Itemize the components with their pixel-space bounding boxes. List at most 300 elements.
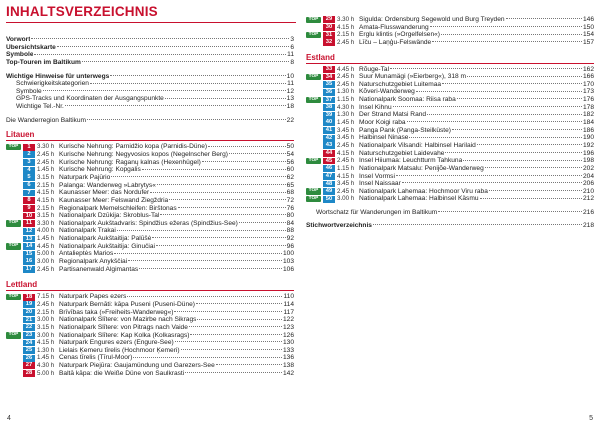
tour-number-badge: 5 (23, 174, 35, 181)
toc-entry-title: Symbole (6, 51, 34, 59)
tour-number-badge: 7 (23, 190, 35, 197)
tour-entry[interactable] (6, 293, 294, 301)
dot-leader (31, 38, 289, 39)
tour-entry[interactable] (306, 66, 594, 74)
dot-leader (185, 372, 282, 373)
tour-duration: 2.15 h (37, 181, 55, 189)
tour-duration: 1.45 h (37, 166, 55, 174)
tour-title: Insel Kihnu (359, 103, 392, 111)
tour-number-badge: 31 (323, 32, 335, 39)
tour-entry[interactable] (6, 258, 294, 266)
toc-entry-page: 13 (286, 95, 294, 103)
top-badge-placeholder (6, 175, 21, 181)
toc-entry-page: 11 (287, 51, 294, 59)
tour-title: Kurische Nehrung: Negyvosios kopos (Negelnscher Berg) (59, 151, 228, 159)
tour-title: Der Strand Matsi Rand (359, 111, 427, 119)
dot-leader (152, 237, 285, 238)
toc-entry-page: 18 (286, 103, 294, 111)
top-tour-badge: TOP (306, 32, 321, 38)
tour-duration: 7.15 h (37, 293, 55, 301)
dot-leader (43, 90, 286, 91)
tour-entry[interactable] (6, 166, 294, 174)
tour-number-badge: 13 (23, 236, 35, 243)
tour-entry[interactable] (6, 301, 294, 309)
tour-entry[interactable] (306, 127, 594, 135)
tour-entry[interactable] (306, 73, 594, 81)
tour-number-badge: 46 (323, 165, 335, 172)
tour-entry[interactable] (306, 81, 594, 89)
toc-entry-title: Wortschatz für Wanderungen im Baltikum (316, 209, 438, 217)
tour-page: 178 (582, 103, 594, 111)
tour-entry[interactable] (306, 39, 594, 47)
top-badge-placeholder (6, 159, 21, 165)
dot-leader (189, 326, 282, 327)
top-tour-badge: TOP (306, 97, 321, 103)
toc-entry[interactable] (6, 51, 294, 59)
top-badge-placeholder (306, 166, 321, 172)
top-badge-placeholder (306, 81, 321, 87)
toc-entry-page: 216 (582, 209, 594, 217)
tour-entry[interactable] (6, 205, 294, 213)
tour-entry[interactable] (306, 150, 594, 158)
tour-number-badge: 34 (323, 74, 335, 81)
tour-entry[interactable] (6, 332, 294, 340)
tour-number-badge: 25 (23, 347, 35, 354)
dot-leader (463, 160, 582, 161)
tour-title: Naturschutzgebiet Laidevahe (359, 149, 445, 157)
tour-page: 76 (286, 204, 294, 212)
tour-page: 130 (282, 339, 294, 347)
tour-duration: 2.45 h (37, 158, 55, 166)
tour-number-badge: 47 (323, 173, 335, 180)
tour-entry[interactable] (6, 182, 294, 190)
dot-leader (111, 176, 285, 177)
tour-number-badge: 36 (323, 89, 335, 96)
top-badge-placeholder (306, 173, 321, 179)
dot-leader (442, 83, 582, 84)
toc-entry[interactable] (6, 95, 294, 103)
tour-page: 154 (582, 31, 594, 39)
tour-duration: 2.45 h (337, 38, 355, 46)
tour-number-badge: 11 (23, 220, 35, 227)
dot-leader (373, 224, 582, 225)
toc-entry[interactable] (6, 44, 294, 52)
tour-entry[interactable] (6, 220, 294, 228)
top-badge-placeholder (6, 317, 21, 323)
tour-page: 133 (282, 346, 294, 354)
dot-leader (128, 260, 282, 261)
tour-entry[interactable] (306, 165, 594, 173)
toc-entry-title: Stichwortverzeichnis (306, 221, 372, 229)
tour-page: 54 (286, 151, 294, 159)
top-badge-placeholder (306, 181, 321, 187)
tour-title: Nationalpark Vilsandi: Halbinsel Harilaid (359, 141, 476, 149)
tour-page: 136 (282, 354, 294, 362)
tour-number-badge: 42 (323, 135, 335, 142)
dot-leader (208, 146, 286, 147)
tour-title: Cenas tīrelis (Tīrul-Moor) (59, 354, 133, 362)
tour-number-badge: 33 (323, 66, 335, 73)
tour-title: Palanga: Wanderweg »Labrytys« (59, 181, 156, 189)
tour-page: 80 (286, 212, 294, 220)
dot-leader (175, 341, 282, 342)
dot-leader (196, 303, 283, 304)
top-badge-placeholder (306, 150, 321, 156)
tour-title: Nationalpark Slītere: von Pitrags nach Vaide (59, 323, 188, 331)
dot-leader (489, 190, 582, 191)
top-badge-placeholder (306, 40, 321, 46)
dot-leader (110, 75, 285, 76)
tour-title: Kurische Nehrung: Parnidžio kopa (Parnidis-Düne) (59, 143, 208, 151)
spacer (6, 273, 294, 280)
section-heading-lettland: Lettland (6, 280, 38, 290)
tour-title: Moor Koigi raba (359, 119, 406, 127)
tour-title: Nationalpark Slītere: von Mazirbe nach Sikrags (59, 316, 197, 324)
dot-leader (506, 18, 582, 19)
tour-entry[interactable] (6, 250, 294, 258)
tour-duration: 4.30 h (337, 103, 355, 111)
tour-number-badge: 16 (23, 258, 35, 265)
tour-duration: 3.45 h (337, 134, 355, 142)
dot-leader (438, 211, 582, 212)
tour-number-badge: 17 (23, 266, 35, 273)
tour-number-badge: 37 (323, 97, 335, 104)
dot-leader (402, 182, 582, 183)
tour-duration: 4.15 h (37, 339, 55, 347)
tour-title: Naturpark Engures ezers (Engure-See) (59, 339, 174, 347)
tour-title: Naturpark Pajūrio (59, 173, 111, 181)
dot-leader (87, 119, 286, 120)
tour-entry[interactable] (306, 173, 594, 181)
tour-duration: 2.15 h (37, 308, 55, 316)
toc-entry-page: 10 (286, 72, 294, 80)
tour-entry[interactable] (306, 180, 594, 188)
section-rule (306, 63, 594, 64)
tour-entry[interactable] (6, 324, 294, 332)
tour-duration: 2.15 h (37, 204, 55, 212)
dot-leader (229, 153, 286, 154)
tour-entry[interactable] (306, 195, 594, 203)
tour-entry[interactable] (6, 151, 294, 159)
tour-entry[interactable] (6, 243, 294, 251)
tour-entry[interactable] (6, 316, 294, 324)
top-badge-placeholder (306, 127, 321, 133)
tour-entry[interactable] (306, 96, 594, 104)
tour-page: 122 (282, 316, 294, 324)
dot-leader (90, 83, 286, 84)
tour-duration: 4.15 h (337, 149, 355, 157)
tour-duration: 3.00 h (37, 331, 55, 339)
toc-entry[interactable] (6, 80, 294, 88)
top-badge-placeholder (6, 355, 21, 361)
top-badge-placeholder (6, 228, 21, 234)
tour-page: 65 (286, 181, 294, 189)
tour-duration: 3.15 h (37, 173, 55, 181)
toc-entry[interactable] (6, 88, 294, 96)
top-tour-badge: TOP (6, 332, 21, 338)
tour-duration: 2.45 h (337, 157, 355, 165)
tour-page: 88 (286, 227, 294, 235)
tour-title: Nationalpark Dzūkija: Skroblus-Tal (59, 212, 160, 220)
tour-entry[interactable] (6, 227, 294, 235)
tour-duration: 4.15 h (37, 189, 55, 197)
tour-duration: 1.30 h (337, 88, 355, 96)
dot-leader (485, 167, 582, 168)
top-tour-badge: TOP (306, 158, 321, 164)
tour-entry[interactable] (306, 134, 594, 142)
tour-duration: 3.15 h (37, 212, 55, 220)
section-heading-litauen: Litauen (6, 130, 35, 140)
top-tour-badge: TOP (306, 188, 321, 194)
tour-duration: 4.15 h (37, 196, 55, 204)
dot-leader (34, 54, 286, 55)
tour-duration: 4.15 h (337, 172, 355, 180)
page-number-right: 5 (589, 415, 593, 422)
tour-entry[interactable] (6, 174, 294, 182)
tour-number-badge: 15 (23, 251, 35, 258)
tour-duration: 4.45 h (337, 65, 355, 73)
top-badge-placeholder (6, 205, 21, 211)
tour-page: 166 (582, 73, 594, 81)
dot-leader (150, 192, 285, 193)
tour-duration: 1.15 h (337, 96, 355, 104)
dot-leader (445, 152, 582, 153)
tour-number-badge: 12 (23, 228, 35, 235)
tour-number-badge: 48 (323, 181, 335, 188)
toc-entry[interactable] (306, 222, 594, 230)
tour-entry[interactable] (6, 235, 294, 243)
tour-duration: 2.45 h (337, 80, 355, 88)
tour-page: 138 (282, 362, 294, 370)
toc-entry[interactable] (306, 209, 594, 217)
tour-duration: 3.30 h (337, 16, 355, 23)
dot-leader (178, 207, 286, 208)
toc-entry-title: Die Wanderregion Baltikum (6, 116, 87, 124)
toc-entry-page: 22 (286, 116, 294, 124)
tour-number-badge: 32 (323, 39, 335, 46)
tour-number-badge: 39 (323, 112, 335, 119)
top-badge-placeholder (306, 24, 321, 30)
toc-entry[interactable] (6, 103, 294, 111)
tour-entry[interactable] (6, 362, 294, 370)
top-badge-placeholder (6, 259, 21, 265)
dot-leader (117, 230, 286, 231)
tour-entry[interactable] (6, 143, 294, 151)
dot-leader (477, 144, 582, 145)
toc-entry-title: Symbole (16, 87, 42, 95)
dot-leader (202, 161, 286, 162)
tour-entry[interactable] (306, 88, 594, 96)
tour-title: Naturpark Bernāti: kāpa Puseni (Puseni-Düne) (59, 300, 195, 308)
tour-number-badge: 35 (323, 81, 335, 88)
tour-number-badge: 6 (23, 182, 35, 189)
tour-page: 184 (582, 119, 594, 127)
tour-title: Lielais Ķemeru tīrelis (Hochmoor Ķemeri) (59, 346, 180, 354)
toc-entry[interactable] (6, 36, 294, 44)
tour-number-badge: 22 (23, 324, 35, 331)
section-rule (6, 290, 294, 291)
tour-title: Kurische Nehrung: Kopgalis (59, 166, 141, 174)
tour-duration: 3.45 h (337, 180, 355, 188)
tour-title: Nationalpark Lahemaa: Hochmoor Viru raba (359, 187, 488, 195)
top-badge-placeholder (6, 236, 21, 242)
top-tour-badge: TOP (6, 243, 21, 249)
tour-entry[interactable] (306, 16, 594, 24)
dot-leader (239, 222, 286, 223)
tour-title: Rõuge-Tal (359, 65, 390, 73)
dot-leader (197, 319, 282, 320)
top-tour-badge: TOP (306, 196, 321, 202)
tour-entry[interactable] (306, 111, 594, 119)
tour-entry[interactable] (6, 266, 294, 274)
tour-entry[interactable] (306, 119, 594, 127)
dot-leader (416, 91, 582, 92)
tour-title: Nationalpark Soomaa: Riisa raba (359, 96, 456, 104)
tour-page: 123 (282, 323, 294, 331)
dot-leader (216, 364, 282, 365)
top-tour-badge: TOP (306, 74, 321, 80)
page-title: INHALTSVERZEICHNIS (6, 4, 158, 19)
tour-title: Līču – Laņģu-Felswände (359, 38, 432, 46)
tour-duration: 2.45 h (37, 265, 55, 273)
tour-title: Nationalpark Aukštaitija: Palūšė (59, 235, 152, 243)
tour-number-badge: 44 (323, 150, 335, 157)
dot-leader (396, 175, 582, 176)
toc-entry[interactable] (6, 117, 294, 125)
tour-entry[interactable] (6, 347, 294, 355)
tour-title: Nationalpark Lahemaa: Halbinsel Käsmu (359, 195, 479, 203)
title-rule (6, 22, 296, 23)
toc-entry-page: 6 (290, 43, 294, 51)
dot-leader (139, 268, 282, 269)
tour-entry[interactable] (6, 370, 294, 378)
tour-page: 50 (286, 143, 294, 151)
tour-title: Naturpark Piejūra: Gaujamündung und Garezers-See (59, 362, 215, 370)
tour-page: 110 (283, 293, 294, 301)
toc-entry[interactable] (6, 59, 294, 67)
dot-leader (181, 349, 282, 350)
toc-entry-title: Wichtige Hinweise für unterwegs (6, 72, 110, 80)
dot-leader (142, 169, 286, 170)
tour-duration: 4.15 h (337, 23, 355, 31)
tour-entry[interactable] (306, 31, 594, 39)
tour-page: 176 (582, 96, 594, 104)
top-badge-placeholder (6, 340, 21, 346)
tour-entry[interactable] (306, 104, 594, 112)
tour-duration: 3.00 h (37, 258, 55, 266)
tour-duration: 1.30 h (337, 111, 355, 119)
tour-page: 210 (582, 187, 594, 195)
tour-page: 114 (283, 300, 294, 308)
tour-entry[interactable] (306, 24, 594, 32)
tour-page: 192 (582, 141, 594, 149)
top-badge-placeholder (6, 152, 21, 158)
top-badge-placeholder (306, 112, 321, 118)
tour-duration: 2.45 h (337, 141, 355, 149)
page-number-left: 4 (7, 415, 11, 422)
tour-title: Panga Pank (Panga-Steilküste) (359, 126, 452, 134)
tour-number-badge: 38 (323, 104, 335, 111)
tour-entry[interactable] (6, 197, 294, 205)
tour-entry[interactable] (6, 339, 294, 347)
tour-number-badge: 3 (23, 159, 35, 166)
tour-duration: 2.45 h (337, 73, 355, 81)
tour-number-badge: 29 (323, 16, 335, 23)
tour-page: 204 (582, 172, 594, 180)
top-badge-placeholder (6, 167, 21, 173)
tour-page: 62 (286, 173, 294, 181)
toc-entry-title: GPS-Tracks und Koordinaten der Ausgangspunkte (16, 95, 164, 103)
tour-duration: 1.45 h (37, 235, 55, 243)
tour-page: 173 (582, 88, 594, 96)
dot-leader (114, 253, 282, 254)
top-tour-badge: TOP (6, 294, 21, 300)
tour-entry[interactable] (306, 157, 594, 165)
toc-left-block (6, 36, 294, 377)
tour-entry[interactable] (306, 188, 594, 196)
tour-number-badge: 30 (323, 24, 335, 31)
tour-title: Antalieptės Marios (59, 250, 114, 258)
tour-title: Brīvības taka (»Freiheits-Wanderweg«) (59, 308, 174, 316)
tour-number-badge: 8 (23, 197, 35, 204)
tour-entry[interactable] (6, 354, 294, 362)
tour-number-badge: 14 (23, 243, 35, 250)
tour-title: Nationalpark Aukštadvaris: Spindžius ežeras (Spindžius-See) (59, 219, 238, 227)
tour-entry[interactable] (6, 189, 294, 197)
toc-entry-page: 12 (286, 87, 294, 95)
tour-title: Nationalpark Aukštaitija: Ginučiai (59, 242, 156, 250)
tour-entry[interactable] (6, 309, 294, 317)
tour-page: 96 (286, 242, 294, 250)
toc-entry-page: 3 (290, 36, 294, 43)
top-badge-placeholder (6, 302, 21, 308)
tour-number-badge: 23 (23, 332, 35, 339)
tour-entry[interactable] (6, 159, 294, 167)
tour-number-badge: 1 (23, 144, 35, 151)
tour-number-badge: 40 (323, 119, 335, 126)
tour-duration: 2.15 h (337, 31, 355, 39)
tour-duration: 4.30 h (37, 362, 55, 370)
dot-leader (441, 34, 582, 35)
tour-entry[interactable] (6, 212, 294, 220)
tour-page: 146 (582, 16, 594, 23)
tour-duration: 1.15 h (337, 164, 355, 172)
tour-number-badge: 4 (23, 167, 35, 174)
dot-leader (65, 105, 286, 106)
tour-number-badge: 24 (23, 340, 35, 347)
dot-leader (174, 311, 282, 312)
tour-page: 117 (283, 308, 294, 316)
tour-title: Insel Vormsi (359, 172, 395, 180)
tour-number-badge: 2 (23, 151, 35, 158)
tour-page: 202 (582, 164, 594, 172)
dot-leader (467, 76, 582, 77)
dot-leader (393, 106, 582, 107)
top-tour-badge: TOP (306, 17, 321, 23)
tour-page: 162 (582, 65, 594, 73)
tour-title: Kaunasser Meer: Felswand Žiegždria (59, 196, 169, 204)
top-badge-placeholder (6, 266, 21, 272)
top-badge-placeholder (306, 104, 321, 110)
tour-title: Regionalpark Anykščiai (59, 258, 128, 266)
tour-entry[interactable] (306, 142, 594, 150)
toc-entry[interactable] (6, 73, 294, 81)
tour-page: 186 (582, 126, 594, 134)
tour-duration: 1.45 h (37, 354, 55, 362)
tour-page: 92 (286, 235, 294, 243)
section-heading-estland: Estland (306, 52, 335, 62)
top-badge-placeholder (306, 66, 321, 72)
